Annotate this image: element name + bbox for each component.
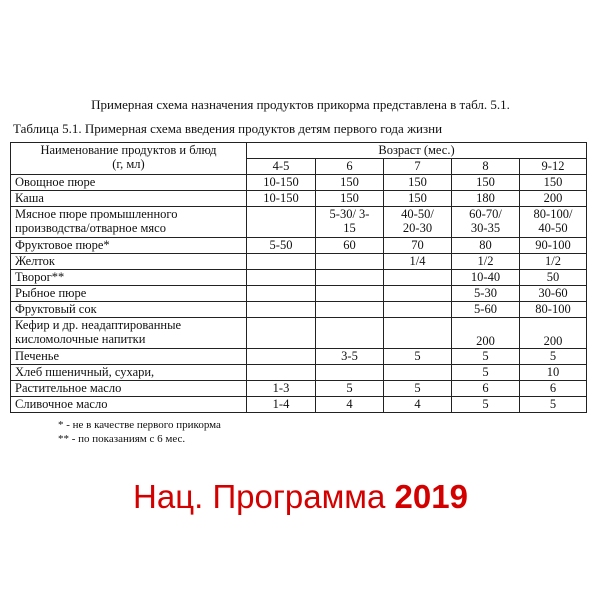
quantity-cell: [316, 318, 384, 349]
quantity-cell: [247, 318, 316, 349]
quantity-cell: 5-50: [247, 238, 316, 254]
quantity-cell: 60: [316, 238, 384, 254]
product-name-cell: [11, 254, 247, 270]
quantity-cell: [247, 207, 316, 238]
quantity-cell: 150: [384, 191, 452, 207]
table-row: [11, 191, 587, 207]
product-name-line: Кефир и др. неадаптированные: [15, 318, 182, 332]
quantity-cell: 5: [520, 349, 587, 365]
intro-text: Примерная схема назначения продуктов прикорма представлена в табл. 5.1.: [91, 97, 510, 112]
quantity-cell: 150: [316, 175, 384, 191]
footer-text: Нац. Программа: [133, 478, 386, 515]
quantity-cell: 5: [452, 365, 520, 381]
product-name-line: Желток: [15, 254, 55, 268]
quantity-cell: 200: [452, 318, 520, 349]
quantity-cell: 4: [316, 397, 384, 413]
name-header: [11, 143, 247, 175]
quantity-cell: 5: [520, 397, 587, 413]
product-name-line: Творог**: [15, 270, 65, 284]
quantity-cell: 50: [520, 270, 587, 286]
quantity-cell: 150: [452, 175, 520, 191]
quantity-cell: 10-150: [247, 175, 316, 191]
quantity-cell: 5: [384, 349, 452, 365]
table-row: [11, 254, 587, 270]
footnote: * - не в качестве первого прикорма: [58, 419, 221, 431]
quantity-cell: 4: [384, 397, 452, 413]
table-row: [11, 270, 587, 286]
feeding-schedule-table: [10, 142, 587, 413]
quantity-cell: 70: [384, 238, 452, 254]
quantity-cell: 200: [520, 191, 587, 207]
quantity-cell: 3-5: [316, 349, 384, 365]
product-name-cell: [11, 381, 247, 397]
product-name-line: Каша: [15, 191, 44, 205]
product-name-line: кисломолочные напитки: [15, 332, 146, 346]
product-name-cell: [11, 349, 247, 365]
quantity-cell: [316, 254, 384, 270]
quantity-cell: 10: [520, 365, 587, 381]
quantity-cell: 150: [384, 175, 452, 191]
quantity-cell: 10-40: [452, 270, 520, 286]
product-name-cell: [11, 238, 247, 254]
quantity-cell: 1/4: [384, 254, 452, 270]
table-row: [11, 175, 587, 191]
quantity-cell: 5: [384, 381, 452, 397]
quantity-cell: 6: [452, 381, 520, 397]
table-body: [11, 143, 587, 413]
footer-year: 2019: [394, 478, 468, 515]
product-name-line: Фруктовое пюре*: [15, 238, 110, 252]
quantity-cell: 1/2: [452, 254, 520, 270]
quantity-cell: 40-50/ 20-30: [384, 207, 452, 238]
quantity-cell: [247, 270, 316, 286]
product-name-line: Рыбное пюре: [15, 286, 87, 300]
table-row: [11, 365, 587, 381]
quantity-cell: [247, 365, 316, 381]
product-name-cell: [11, 207, 247, 238]
age-cell: 9-12: [520, 159, 587, 175]
product-name-cell: [11, 365, 247, 381]
quantity-cell: 80-100/ 40-50: [520, 207, 587, 238]
product-name-line: Растительное масло: [15, 381, 122, 395]
product-name-line: производства/отварное мясо: [15, 221, 166, 235]
quantity-cell: [247, 349, 316, 365]
quantity-cell: [384, 270, 452, 286]
product-name-cell: [11, 270, 247, 286]
quantity-cell: 10-150: [247, 191, 316, 207]
quantity-cell: 150: [520, 175, 587, 191]
table-caption: Таблица 5.1. Примерная схема введения продуктов детям первого года жизни: [13, 121, 443, 136]
quantity-cell: 30-60: [520, 286, 587, 302]
quantity-cell: [247, 286, 316, 302]
quantity-cell: 150: [316, 191, 384, 207]
quantity-cell: 5-30/ 3- 15: [316, 207, 384, 238]
quantity-cell: [384, 286, 452, 302]
product-name-line: Печенье: [15, 349, 60, 363]
quantity-cell: 5-30: [452, 286, 520, 302]
quantity-cell: 5: [316, 381, 384, 397]
table-row: [11, 381, 587, 397]
product-name-cell: [11, 302, 247, 318]
quantity-cell: [384, 318, 452, 349]
table-row: [11, 207, 587, 238]
product-name-line: Фруктовый сок: [15, 302, 97, 316]
product-name-line: Овощное пюре: [15, 175, 96, 189]
quantity-cell: 1-3: [247, 381, 316, 397]
table-row: [11, 238, 587, 254]
product-name-cell: [11, 175, 247, 191]
quantity-cell: 80: [452, 238, 520, 254]
product-name-cell: [11, 318, 247, 349]
quantity-cell: [316, 365, 384, 381]
program-footer: [0, 478, 601, 516]
quantity-cell: 60-70/ 30-35: [452, 207, 520, 238]
age-cell: 4-5: [247, 159, 316, 175]
quantity-cell: [316, 286, 384, 302]
quantity-cell: 80-100: [520, 302, 587, 318]
table-row: [11, 349, 587, 365]
age-cell: 7: [384, 159, 452, 175]
footnote: ** - по показаниям с 6 мес.: [58, 433, 186, 445]
quantity-cell: 5-60: [452, 302, 520, 318]
quantity-cell: 200: [520, 318, 587, 349]
product-name-line: Мясное пюре промышленного: [15, 207, 178, 221]
name-header-line2: (г, мл): [112, 157, 145, 171]
product-name-line: Хлеб пшеничный, сухари,: [15, 365, 155, 379]
name-header-line1: Наименование продуктов и блюд: [40, 143, 217, 157]
product-name-line: Сливочное масло: [15, 397, 108, 411]
quantity-cell: 1/2: [520, 254, 587, 270]
product-name-cell: [11, 191, 247, 207]
header-row: [11, 143, 587, 159]
quantity-cell: 180: [452, 191, 520, 207]
footnotes: [58, 418, 221, 446]
quantity-cell: 5: [452, 349, 520, 365]
quantity-cell: [384, 365, 452, 381]
quantity-cell: 1-4: [247, 397, 316, 413]
table-row: [11, 302, 587, 318]
age-header: Возраст (мес.): [247, 143, 587, 159]
quantity-cell: 90-100: [520, 238, 587, 254]
quantity-cell: [247, 302, 316, 318]
product-name-cell: [11, 397, 247, 413]
product-name-cell: [11, 286, 247, 302]
quantity-cell: 6: [520, 381, 587, 397]
age-cell: 6: [316, 159, 384, 175]
quantity-cell: [316, 302, 384, 318]
table-row: [11, 318, 587, 349]
quantity-cell: [316, 270, 384, 286]
table-row: [11, 286, 587, 302]
quantity-cell: [247, 254, 316, 270]
quantity-cell: 5: [452, 397, 520, 413]
age-cell: 8: [452, 159, 520, 175]
table-row: [11, 397, 587, 413]
quantity-cell: [384, 302, 452, 318]
